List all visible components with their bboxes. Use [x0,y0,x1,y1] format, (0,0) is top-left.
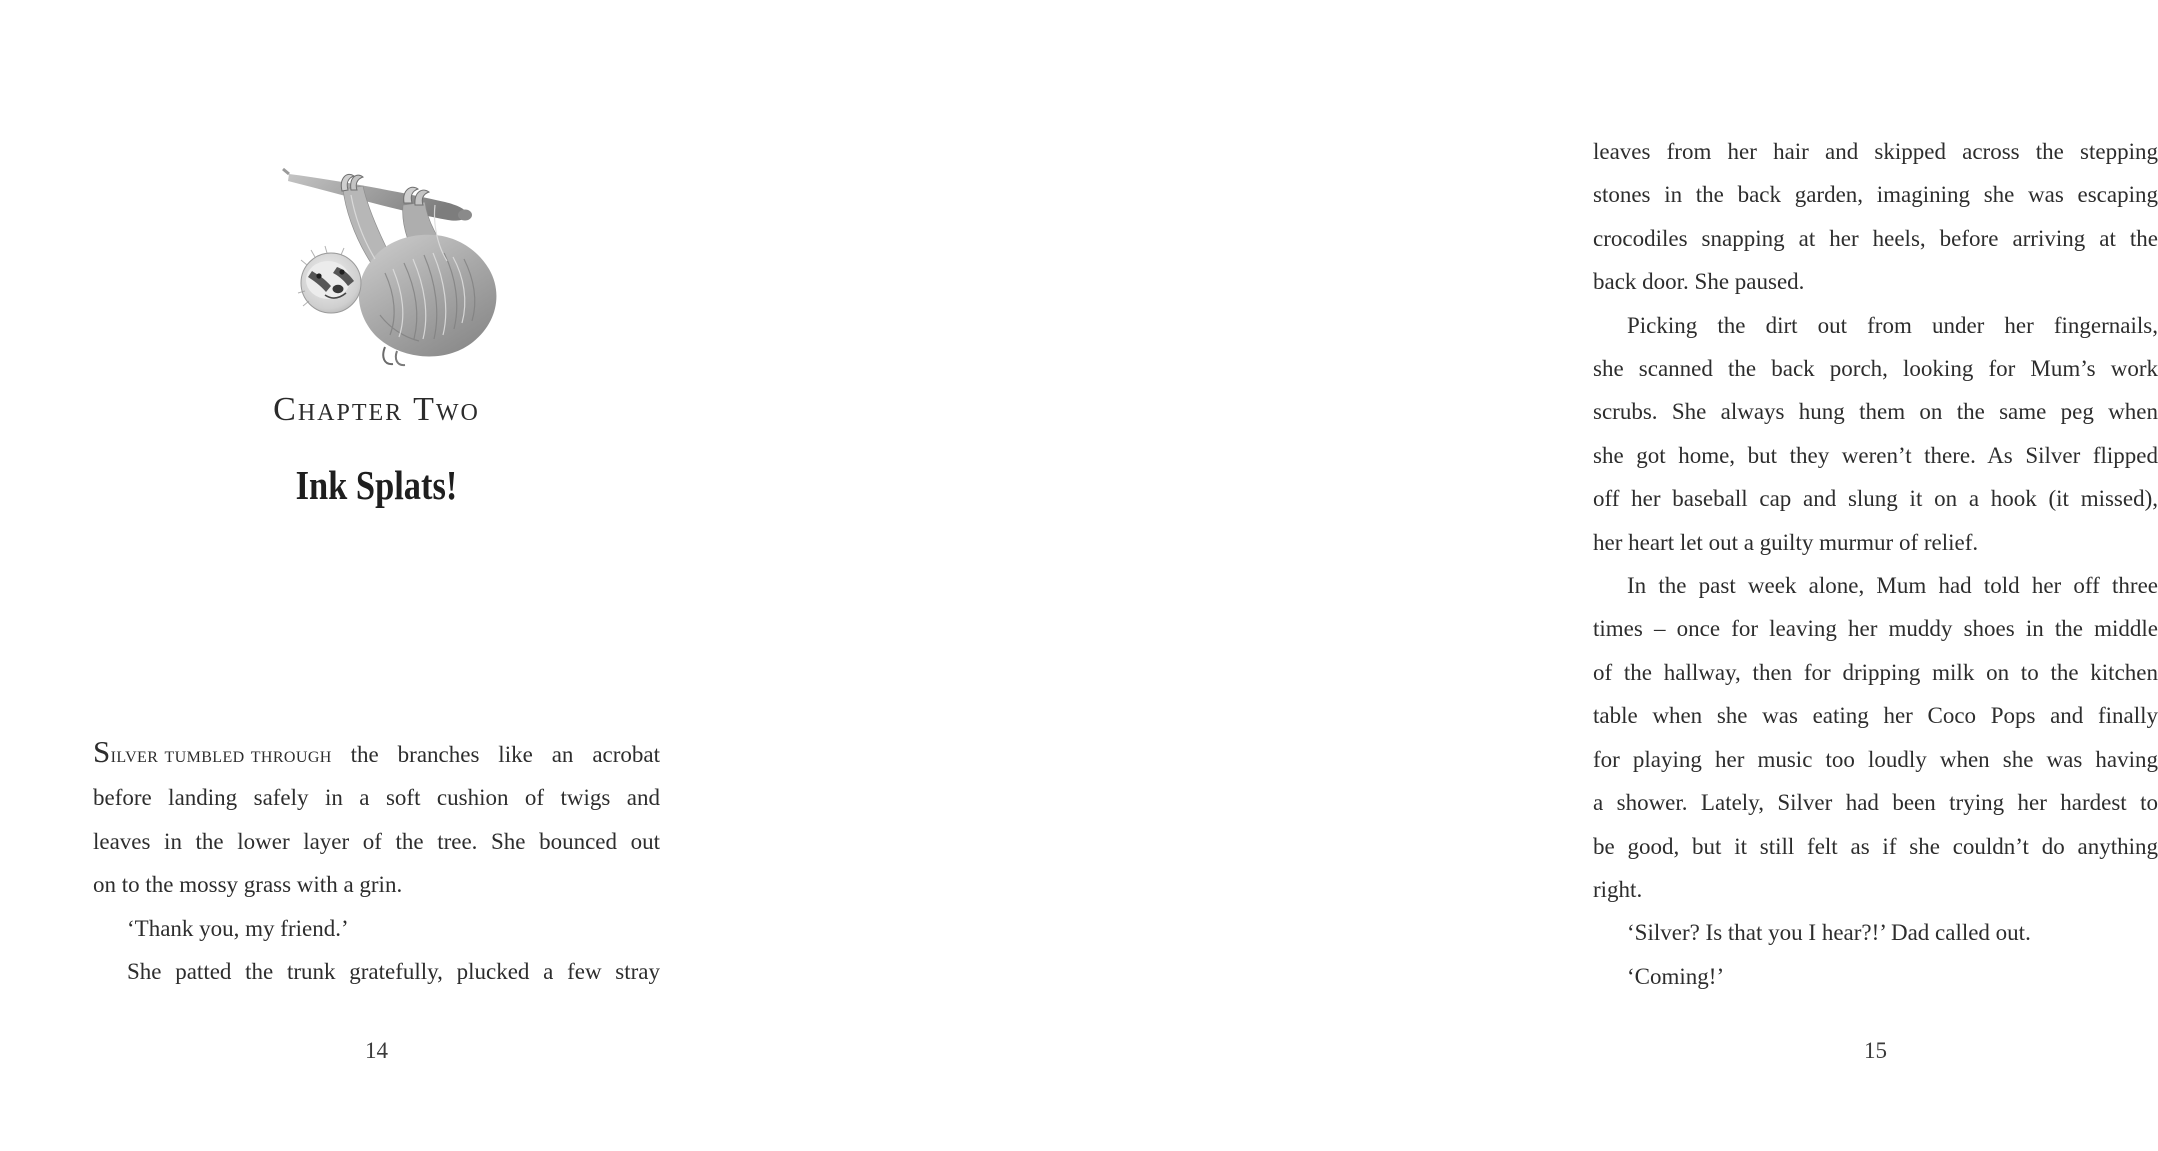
text-line [93,820,660,863]
text-line [1593,738,2158,781]
line-text: the branches like an acrobat [331,742,660,767]
text-line [1593,390,2158,433]
line-text: off her baseball cap and slung it on a hook (it missed), [1593,486,2158,512]
text-line [1593,173,2158,216]
line-text: ‘Silver? Is that you I hear?!’ Dad called out. [1627,920,2031,946]
text-line [1593,477,2158,520]
line-text: of the hallway, then for dripping milk on to the kitchen [1593,659,2158,685]
text-line [1593,130,2158,173]
line-text: right. [1593,876,1643,902]
text-line [1593,607,2158,650]
text-line [1593,694,2158,737]
text-line [93,907,660,950]
line-text: crocodiles snapping at her heels, before arriving at the [1593,225,2158,251]
line-text: a shower. Lately, Silver had been trying her hardest to [1593,790,2158,816]
text-line [1593,955,2158,998]
text-line [1593,217,2158,260]
line-text: back door. She paused. [1593,269,1805,295]
text-line [1593,347,2158,390]
line-text: be good, but it still felt as if she couldn’t do anything [1593,833,2158,859]
text-line [93,863,660,906]
line-text: leaves from her hair and skipped across the stepping [1593,139,2158,164]
text-line [1593,911,2158,954]
line-text: Picking the dirt out from under her fingernails, [1627,312,2158,338]
page-left [0,0,750,1151]
sloth-icon [285,164,513,374]
left-page-text [93,730,660,993]
page-right [750,0,2158,1151]
text-line [1593,564,2158,607]
text-line [1593,304,2158,347]
line-text: ‘Coming!’ [1627,963,1725,989]
chapter-heading: Chapter Two [273,391,480,428]
text-line [1593,868,2158,911]
line-text: ‘Thank you, my friend.’ [127,915,349,941]
text-line [1593,825,2158,868]
text-line [1593,260,2158,303]
text-line [93,950,660,993]
line-text: she scanned the back porch, looking for Mum’s work [1593,356,2158,382]
line-text: her heart let out a guilty murmur of relief. [1593,529,1979,555]
line-text: times – once for leaving her muddy shoes in the middle [1593,616,2158,642]
page-number-right: 15 [1864,1038,1887,1063]
line-text: scrubs. She always hung them on the same peg when [1593,399,2158,425]
page-number-left: 14 [365,1038,388,1063]
text-line [1593,651,2158,694]
line-text: stones in the back garden, imagining she was escaping [1593,182,2158,208]
line-text: on to the mossy grass with a grin. [93,872,403,898]
text-line [1593,521,2158,564]
line-text: before landing safely in a soft cushion of twigs and [93,785,660,811]
line-text: She patted the trunk gratefully, plucked a few stray [127,959,660,985]
lead-in-small-caps: Silver tumbled through [93,734,332,769]
line-text: table when she was eating her Coco Pops and finally [1593,703,2158,729]
line-text: leaves in the lower layer of the tree. She bounced out [93,828,660,854]
text-line [93,730,660,776]
text-line [1593,434,2158,477]
line-text: In the past week alone, Mum had told her off three [1627,573,2158,599]
chapter-title: Ink Splats! [295,462,458,508]
text-line [1593,781,2158,824]
right-page-text [1593,130,2158,998]
line-text: she got home, but they weren’t there. As Silver flipped [1593,442,2158,468]
line-text: for playing her music too loudly when she was having [1593,746,2158,772]
sloth-illustration [285,164,513,374]
text-line [93,776,660,819]
